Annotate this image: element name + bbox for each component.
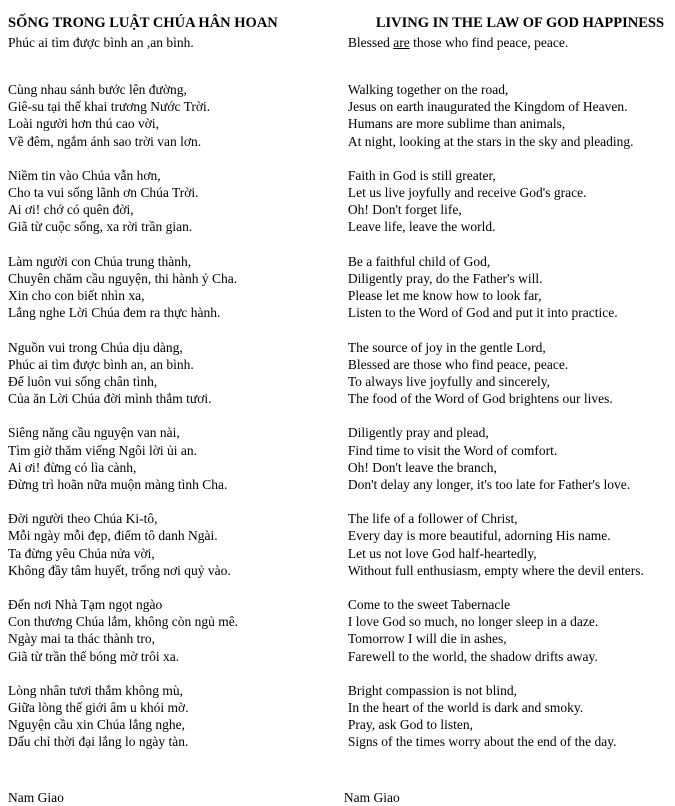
verse-line: Mỗi ngày mỗi đẹp, điểm tô danh Ngài. — [8, 528, 218, 544]
verse-line: Ta đừng yêu Chúa nửa vời, — [8, 545, 155, 561]
stanza — [348, 253, 667, 322]
verse-line: In the heart of the world is dark and smoky. — [347, 699, 584, 715]
verse-line: I love God so much, no longer sleep in a daze. — [347, 614, 599, 630]
verse-line: Humans are more sublime than animals, — [347, 116, 566, 132]
stanza — [348, 510, 667, 579]
verse-line: Jesus on earth inaugurated the Kingdom of Heaven. — [347, 99, 628, 115]
verse-line: Cùng nhau sánh bước lên đường, — [8, 82, 187, 98]
verse-line: Ngày mai ta thác thành tro, — [8, 631, 155, 647]
verse-line: Giã từ cuộc sống, xa rời trần gian. — [8, 219, 193, 235]
verse-line: Xin cho con biết nhìn xa, — [8, 288, 145, 304]
stanza — [8, 424, 340, 493]
verse-line: Come to the sweet Tabernacle — [347, 596, 511, 612]
spacer — [8, 52, 340, 81]
subtitle-text-post: those who find peace, peace. — [409, 34, 569, 50]
verse-line: Don't delay any longer, it's too late for Father's love. — [347, 476, 631, 492]
stanza — [348, 339, 667, 408]
verse-line: Farewell to the world, the shadow drifts away. — [347, 648, 598, 664]
verse-line: Nguyện cầu xin Chúa lắng nghe, — [8, 717, 185, 733]
verse-line: Oh! Don't forget life, — [347, 202, 462, 218]
stanza — [8, 510, 340, 579]
verse-line: Tomorrow I will die in ashes, — [347, 631, 507, 647]
stanza — [8, 167, 340, 236]
verse-line: Bright compassion is not blind, — [347, 682, 517, 698]
verse-line: Lắng nghe Lời Chúa đem ra thực hành. — [8, 305, 221, 321]
stanza — [8, 339, 340, 408]
verse-line: To always live joyfully and sincerely, — [347, 373, 550, 389]
verse-line: Let us live joyfully and receive God's grace. — [347, 185, 587, 201]
verse-line: Không đầy tâm huyết, trống nơi quỷ vào. — [8, 562, 231, 578]
verse-line: Lòng nhân tươi thắm không mù, — [8, 682, 183, 698]
signature-row — [8, 789, 667, 806]
subtitle-underlined-word: are — [393, 34, 410, 50]
verse-line: Giê-su tại thế khai trương Nước Trời. — [8, 99, 211, 115]
verse-line: Nguồn vui trong Chúa dịu dàng, — [8, 339, 183, 355]
verse-line: Siêng năng cầu nguyện van nài, — [8, 425, 180, 441]
verse-line: Diligently pray and plead, — [347, 425, 489, 441]
vietnamese-column — [8, 14, 340, 751]
spacer — [8, 579, 340, 596]
stanza — [348, 596, 667, 665]
verse-line: The food of the Word of God brightens our lives. — [347, 391, 613, 407]
signature-right-wrapper — [336, 789, 667, 806]
verse-line: Về đêm, ngắm ánh sao trời van lơn. — [8, 133, 202, 149]
verse-line: Faith in God is still greater, — [347, 167, 496, 183]
spacer — [348, 493, 667, 510]
verse-line: Loài người hơn thú cao vời, — [8, 116, 159, 132]
stanza — [8, 596, 340, 665]
stanza — [348, 424, 667, 493]
stanza — [8, 682, 340, 751]
stanza — [8, 253, 340, 322]
spacer — [348, 236, 667, 253]
verse-line: Let us not love God half-heartedly, — [347, 545, 537, 561]
verse-line: Leave life, leave the world. — [347, 219, 496, 235]
spacer — [348, 407, 667, 424]
english-column — [340, 14, 667, 751]
verse-line: Đừng trì hoãn nữa muộn màng tình Cha. — [8, 476, 228, 492]
verse-line: Walking together on the road, — [347, 82, 509, 98]
verse-line: Every day is more beautiful, adorning His name. — [347, 528, 611, 544]
verse-line: Đời người theo Chúa Ki-tô, — [8, 511, 158, 527]
subtitle-english — [348, 34, 667, 52]
verse-line: Để luôn vui sống chân tình, — [8, 373, 158, 389]
verse-line: Của ăn Lời Chúa đời mình thắm tươi. — [8, 391, 212, 407]
page-title-english: LIVING IN THE LAW OF GOD HAPPINESS — [375, 15, 665, 31]
verse-line: Diligently pray, do the Father's will. — [347, 270, 543, 286]
spacer — [348, 52, 667, 81]
verse-text-post: those who find peace, peace. — [409, 356, 569, 372]
signature-left-wrapper — [8, 789, 336, 806]
spacer — [8, 236, 340, 253]
subtitle-text-pre: Blessed — [347, 34, 394, 50]
verse-line: Đến nơi Nhà Tạm ngọt ngào — [8, 596, 163, 612]
verse-line: The life of a follower of Christ, — [347, 511, 518, 527]
verse-line: Ai ơi! đừng có lìa cành, — [8, 459, 137, 475]
verse-underlined-word: are — [393, 356, 410, 372]
stanza — [8, 81, 340, 150]
verse-text-pre: Blessed — [347, 356, 394, 372]
verse-line: Without full enthusiasm, empty where the devil enters. — [347, 562, 644, 578]
stanza — [348, 167, 667, 236]
spacer — [8, 665, 340, 682]
verse-line: Giữa lòng thế giới âm u khói mờ. — [8, 699, 189, 715]
verse-line: Oh! Don't leave the branch, — [347, 459, 497, 475]
verse-line: Dấu chỉ thời đại lắng lo ngày tàn. — [8, 734, 189, 750]
spacer — [348, 322, 667, 339]
spacer — [8, 407, 340, 424]
verse-line: Con thương Chúa lắm, không còn ngủ mê. — [8, 614, 239, 630]
two-column-layout — [8, 14, 667, 751]
verse-line: Giã từ trần thế bóng mờ trôi xa. — [8, 648, 180, 664]
subtitle-vietnamese: Phúc ai tìm được bình an ,an bình. — [8, 34, 194, 50]
verse-line: At night, looking at the stars in the sky and pleading. — [347, 133, 634, 149]
spacer — [348, 579, 667, 596]
spacer — [8, 751, 667, 789]
verse-line: Please let me know how to look far, — [347, 288, 542, 304]
verse-line: Làm người con Chúa trung thành, — [8, 253, 192, 269]
verse-line: Listen to the Word of God and put it into practice. — [347, 305, 618, 321]
verse-line: Phúc ai tìm được bình an, an bình. — [8, 356, 194, 372]
verse-line: Be a faithful child of God, — [347, 253, 491, 269]
spacer — [348, 665, 667, 682]
author-signature-english: Nam Giao — [343, 789, 400, 805]
verse-line: Find time to visit the Word of comfort. — [347, 442, 558, 458]
verse-line: The source of joy in the gentle Lord, — [347, 339, 546, 355]
stanza — [348, 682, 667, 751]
author-signature-vietnamese: Nam Giao — [8, 789, 64, 805]
verse-line: Cho ta vui sống lãnh ơn Chúa Trời. — [8, 185, 199, 201]
spacer — [8, 150, 340, 167]
spacer — [348, 150, 667, 167]
page-title-vietnamese: SỐNG TRONG LUẬT CHÚA HÂN HOAN — [8, 15, 278, 31]
verse-line — [348, 356, 667, 373]
verse-line: Niềm tin vào Chúa vẫn hơn, — [8, 167, 161, 183]
spacer — [8, 493, 340, 510]
verse-line: Pray, ask God to listen, — [347, 717, 473, 733]
verse-line: Tìm giờ thăm viếng Ngôi lời ủi an. — [8, 442, 198, 458]
verse-line: Ai ơi! chớ có quên đời, — [8, 202, 134, 218]
verse-line: Signs of the times worry about the end of the day. — [347, 734, 617, 750]
spacer — [8, 322, 340, 339]
verse-line: Chuyên chăm cầu nguyện, thi hành ý Cha. — [8, 270, 238, 286]
stanza — [348, 81, 667, 150]
